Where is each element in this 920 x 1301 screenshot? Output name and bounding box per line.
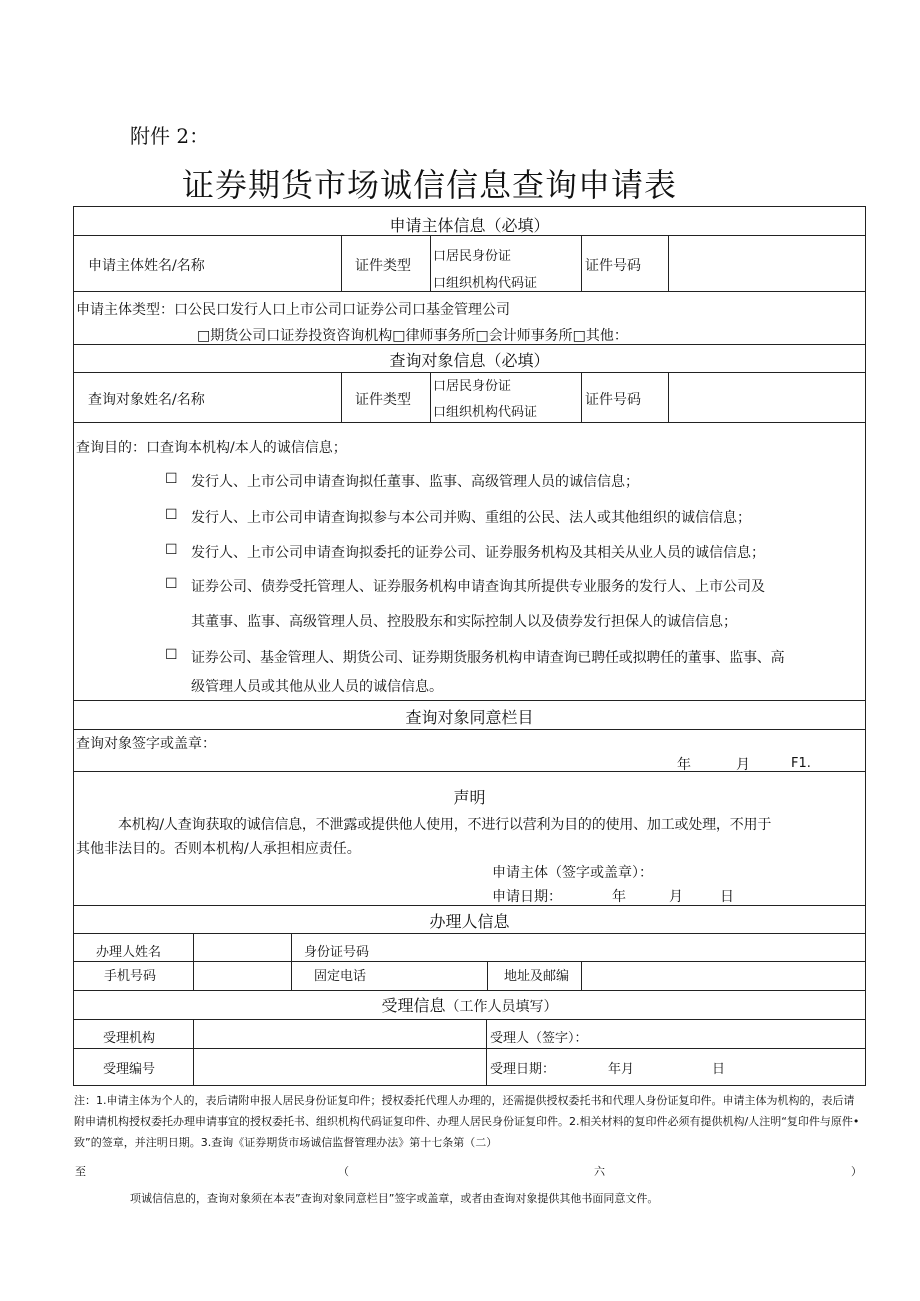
accept-date-year-month: 年月 xyxy=(608,1062,635,1077)
applicant-id-option-resident[interactable]: 口居民身份证 xyxy=(433,249,512,264)
purpose-item-text-cont: 其董事、监事、高级管理人员、控股股东和实际控制人以及债券发行担保人的诚信信息； xyxy=(191,614,737,630)
handler-tel-field[interactable] xyxy=(380,963,485,988)
target-id-option-org[interactable]: 口组织机构代码证 xyxy=(433,405,538,420)
applicant-type-options[interactable]: 申请主体类型：口公民口发行人口上市公司口证券公司口基金管理公司 xyxy=(76,302,510,318)
accept-person-label: 受理人（签字）： xyxy=(490,1031,588,1046)
handler-phone-field[interactable] xyxy=(195,963,289,988)
footnote: 注：1.申请主体为个人的，表后请附申报人居民身份证复印件；授权委托代理人办理的，还需提供授权委托书和代理人身份证复印件。申请主体为机构的，表后请附申请机构授权委托办理申请事宜的授权委托书、组织机构代码证复印件、办理人居民身份证复印件。2.相关材料的复印件必须有提供机构/人注明“复印件与原件•致”的签章，并注明日期。3.查询《证券期货市场诚信监督管理办法》第十七条第（二） xyxy=(74,1094,860,1149)
purpose-item-text: 证券公司、债券受托管理人、证券服务机构申请查询其所提供专业服务的发行人、上市公司及 xyxy=(191,579,765,595)
footnote-paren-close: ） xyxy=(851,1165,862,1178)
accept-org-field[interactable] xyxy=(195,1021,484,1046)
section-header-handler: 办理人信息 xyxy=(429,912,510,931)
checkbox[interactable]: ☐ xyxy=(165,471,178,487)
accept-number-label: 受理编号 xyxy=(103,1062,156,1077)
applicant-id-number-label: 证件号码 xyxy=(585,258,641,274)
applicant-signature-label: 申请主体（签字或盖章）： xyxy=(492,865,653,881)
acceptance-header-sub: （工作人员填写） xyxy=(445,999,558,1015)
checkbox[interactable]: ☐ xyxy=(165,647,178,663)
section-header-acceptance xyxy=(74,993,865,1016)
attachment-label: 附件 2： xyxy=(130,124,210,148)
footnote-paren-open: （ xyxy=(338,1165,349,1178)
consent-signature-field[interactable] xyxy=(300,731,860,751)
section-header-declaration: 声明 xyxy=(453,788,486,807)
accept-date-label: 受理日期： xyxy=(490,1062,556,1077)
handler-name-field[interactable] xyxy=(195,935,289,959)
purpose-item-text-cont: 级管理人员或其他从业人员的诚信信息。 xyxy=(191,679,443,695)
checkbox[interactable]: ☐ xyxy=(165,542,178,558)
applicant-id-number-field[interactable] xyxy=(670,237,863,289)
query-purpose-self[interactable]: 查询目的：口查询本机构/本人的诚信信息； xyxy=(76,440,347,456)
consent-sign-label: 查询对象签字或盖章： xyxy=(76,736,216,752)
handler-name-label: 办理人姓名 xyxy=(96,945,162,960)
handler-id-field[interactable] xyxy=(400,935,860,959)
purpose-item-text: 发行人、上市公司申请查询拟参与本公司并购、重组的公民、法人或其他组织的诚信信息； xyxy=(191,510,751,526)
handler-id-label: 身份证号码 xyxy=(304,945,370,960)
purpose-item-text: 证券公司、基金管理人、期货公司、证券期货服务机构申请查询已聘任或拟聘任的董事、监事、高 xyxy=(191,650,785,666)
applicant-type-options-more[interactable]: □期货公司口证券投资咨询机构□律师事务所□会计师事务所□其他： xyxy=(197,328,628,344)
section-header-consent: 查询对象同意栏目 xyxy=(405,708,534,727)
section-header-query-target: 查询对象信息（必填） xyxy=(389,351,550,370)
target-id-type-label: 证件类型 xyxy=(355,392,411,408)
page-title: 证券期货市场诚信信息查询申请表 xyxy=(182,166,678,204)
accept-number-field[interactable] xyxy=(195,1050,484,1083)
apply-date-label: 申请日期： xyxy=(492,889,562,905)
handler-address-field[interactable] xyxy=(583,963,863,988)
target-id-number-label: 证件号码 xyxy=(585,392,641,408)
declaration-text-cont: 其他非法目的。否则本机构/人承担相应责任。 xyxy=(76,841,361,857)
footnote-last-line: 项诚信信息的，查询对象须在本表”查询对象同意栏目”签字或盖章，或者由查询对象提供其他书面同意文件。 xyxy=(130,1192,659,1205)
consent-date-month: 月 xyxy=(736,757,750,773)
consent-date-day: F1. xyxy=(791,756,811,771)
apply-date-day: 日 xyxy=(720,889,734,905)
purpose-item-text: 发行人、上市公司申请查询拟任董事、监事、高级管理人员的诚信信息； xyxy=(191,474,639,490)
handler-tel-label: 固定电话 xyxy=(314,969,367,984)
handler-address-label: 地址及邮编 xyxy=(504,969,570,984)
apply-date-month: 月 xyxy=(669,889,683,905)
checkbox[interactable]: ☐ xyxy=(165,576,178,592)
applicant-id-option-org[interactable]: 口组织机构代码证 xyxy=(433,276,538,291)
applicant-name-label: 申请主体姓名/名称 xyxy=(88,258,205,274)
consent-date-year: 年 xyxy=(677,757,691,773)
acceptance-header-main: 受理信息 xyxy=(381,996,446,1015)
accept-org-label: 受理机构 xyxy=(103,1031,156,1046)
applicant-id-type-label: 证件类型 xyxy=(355,258,411,274)
target-name-label: 查询对象姓名/名称 xyxy=(88,392,205,408)
apply-date-year: 年 xyxy=(612,889,626,905)
section-header-applicant: 申请主体信息（必填） xyxy=(389,216,550,235)
declaration-text: 本机构/人查询获取的诚信信息，不泄露或提供他人使用，不进行以营利为目的的使用、加工或处理，不用于 xyxy=(118,817,772,833)
target-id-option-resident[interactable]: 口居民身份证 xyxy=(433,379,512,394)
target-id-number-field[interactable] xyxy=(670,374,863,420)
footnote-zhi: 至 xyxy=(75,1165,86,1178)
purpose-item-text: 发行人、上市公司申请查询拟委托的证券公司、证券服务机构及其相关从业人员的诚信信息； xyxy=(191,545,765,561)
checkbox[interactable]: ☐ xyxy=(165,507,178,523)
footnote-liu: 六 xyxy=(594,1165,605,1178)
handler-phone-label: 手机号码 xyxy=(104,969,157,984)
accept-date-day: 日 xyxy=(712,1062,726,1077)
